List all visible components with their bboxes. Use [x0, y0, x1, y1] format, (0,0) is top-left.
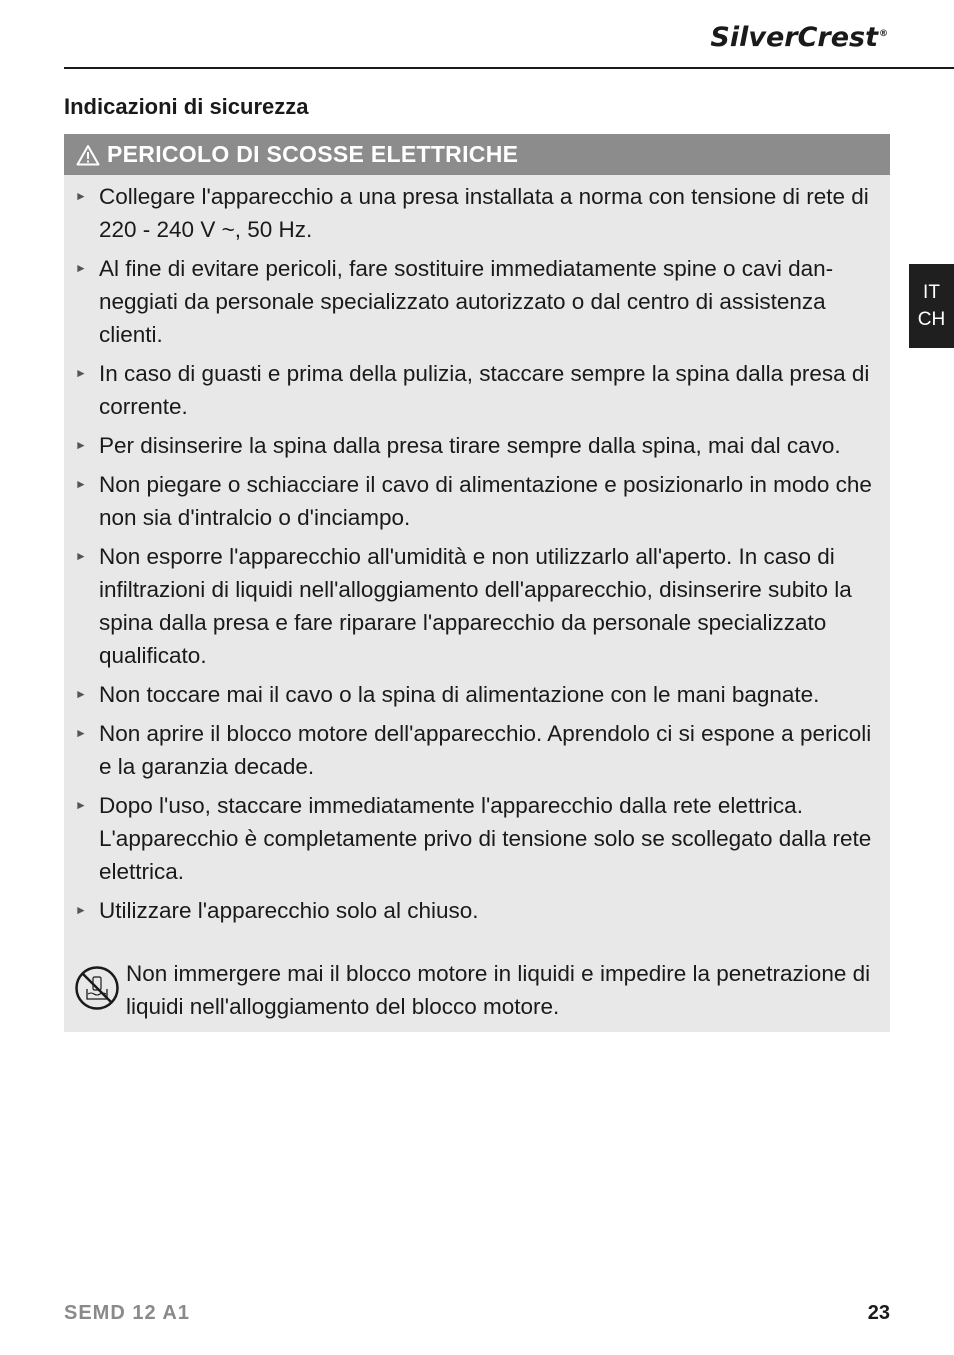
list-item: ► Non piegare o schiacciare il cavo di alimentazione e posizionarlo in modo che non sia d'intralcio o d'inciampo.	[75, 468, 878, 534]
bullet-arrow-icon: ►	[75, 903, 87, 917]
bullet-arrow-icon: ►	[75, 687, 87, 701]
list-item: ► Non aprire il blocco motore dell'apparecchio. Aprendolo ci si espone a pericoli e la garanzia decade.	[75, 717, 878, 783]
bullet-arrow-icon: ►	[75, 798, 87, 812]
bullet-arrow-icon: ►	[75, 189, 87, 203]
immersion-note	[74, 957, 878, 1023]
bullet-arrow-icon: ►	[75, 477, 87, 491]
note-text: Non immergere mai il blocco motore in liquidi e impedire la penetrazione di liquidi nell'alloggiamento del blocco motore.	[126, 961, 871, 1019]
no-immersion-icon	[74, 965, 120, 1011]
list-item: ► Al fine di evitare pericoli, fare sostituire immediatamente spine o cavi dan-neggiati da personale specializzato autorizzato o dal centro di assistenza clienti.	[75, 252, 878, 351]
footer-model: SEMD 12 A1	[64, 1302, 190, 1324]
warning-box	[64, 134, 890, 1032]
list-item: ► Non esporre l'apparecchio all'umidità e non utilizzarlo all'aperto. In caso di infiltrazioni di liquidi nell'alloggiamento dell'apparecchio, disinserire subito la spina dalla presa e fare riparare l'apparecchio da personale specializzato qualificato.	[75, 540, 878, 672]
list-item: ► Non toccare mai il cavo o la spina di alimentazione con le mani bagnate.	[75, 678, 878, 711]
warning-triangle-icon	[76, 144, 100, 166]
section-title: Indicazioni di sicurezza	[64, 94, 309, 119]
safety-list	[64, 175, 890, 927]
list-item: ► In caso di guasti e prima della pulizia, staccare sempre la spina dalla presa di corrente.	[75, 357, 878, 423]
brand-logo: SilverCrest®	[710, 22, 888, 53]
language-tab	[909, 264, 954, 348]
warning-header	[64, 134, 890, 175]
header-rule	[64, 67, 954, 69]
list-item: ► Dopo l'uso, staccare immediatamente l'apparecchio dalla rete elettrica. L'apparecchio è completamente privo di tensione solo se scollegato dalla rete elettrica.	[75, 789, 878, 888]
bullet-arrow-icon: ►	[75, 366, 87, 380]
page-number: 23	[867, 1302, 890, 1324]
language-code-it: IT	[923, 282, 940, 303]
bullet-arrow-icon: ►	[75, 261, 87, 275]
list-item: ► Collegare l'apparecchio a una presa installata a norma con tensione di rete di 220 - 240 V ~, 50 Hz.	[75, 180, 878, 246]
bullet-arrow-icon: ►	[75, 726, 87, 740]
language-code-ch: CH	[917, 309, 946, 330]
list-item: ► Utilizzare l'apparecchio solo al chiuso.	[75, 894, 878, 927]
bullet-arrow-icon: ►	[75, 549, 87, 563]
bullet-arrow-icon: ►	[75, 438, 87, 452]
list-item: ► Per disinserire la spina dalla presa tirare sempre dalla spina, mai dal cavo.	[75, 429, 878, 462]
warning-title: PERICOLO DI SCOSSE ELETTRICHE	[107, 141, 519, 167]
